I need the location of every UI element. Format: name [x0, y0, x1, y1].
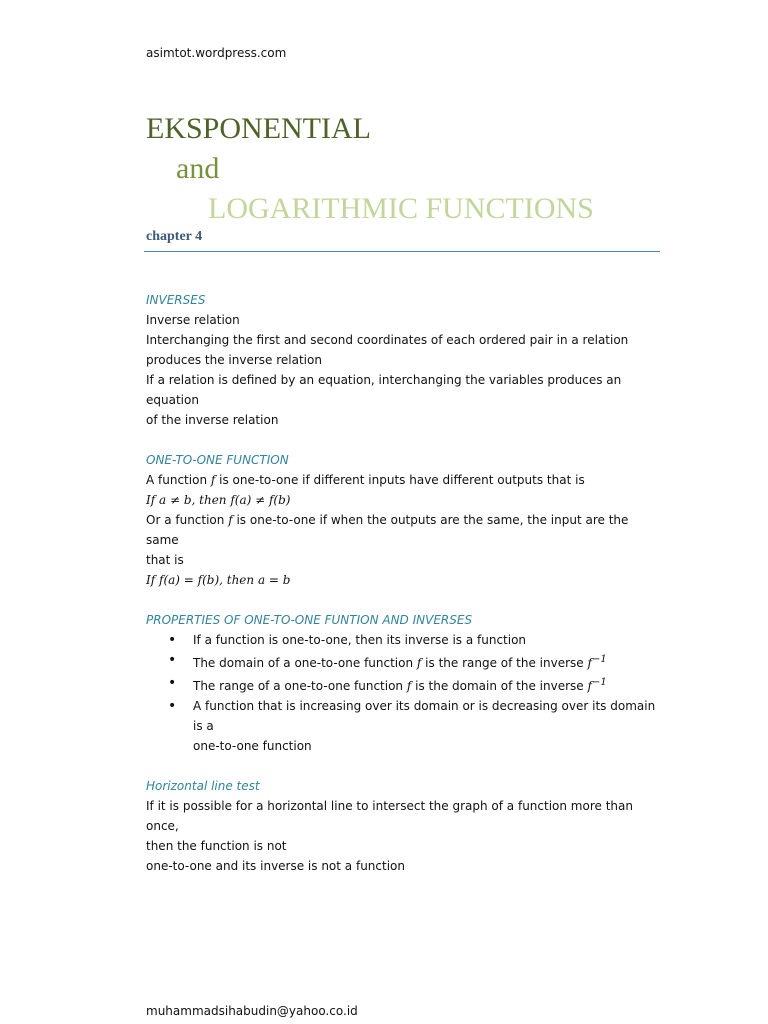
one-to-one-alt-definition: Or a function f is one-to-one if when the outputs are the same, the input are the same	[146, 513, 629, 547]
one-to-one-heading: ONE-TO-ONE FUNCTION	[146, 453, 289, 467]
inverses-line: produces the inverse relation	[146, 353, 322, 367]
inverses-line: Inverse relation	[146, 313, 240, 327]
header-url: asimtot.wordpress.com	[146, 46, 287, 60]
inverses-line: Interchanging the first and second coordinates of each ordered pair in a relation	[146, 333, 629, 347]
title-line-2: and	[176, 152, 220, 185]
bullet-icon: •	[168, 675, 177, 691]
one-to-one-formula-1: If a ≠ b, then f(a) ≠ f(b)	[146, 493, 291, 507]
inverses-line: of the inverse relation	[146, 413, 279, 427]
properties-heading: PROPERTIES OF ONE-TO-ONE FUNTION AND INVERSES	[146, 613, 473, 627]
chapter-label: chapter 4	[146, 229, 203, 244]
list-item: • If a function is one-to-one, then its inverse is a function	[168, 632, 527, 648]
horizontal-line-test-line: If it is possible for a horizontal line to intersect the graph of a function more than once,	[146, 799, 633, 833]
bullet-icon: •	[168, 698, 177, 714]
title-line-1: EKSPONENTIAL	[146, 112, 371, 145]
inverses-heading: INVERSES	[146, 293, 206, 307]
one-to-one-definition: A function f is one-to-one if different inputs have different outputs that is	[146, 473, 585, 487]
list-item: • The range of a one-to-one function f is the domain of the inverse $f^{-1}$	[168, 675, 607, 693]
bullet-icon: •	[168, 632, 177, 648]
horizontal-line-test-line: one-to-one and its inverse is not a function	[146, 859, 405, 873]
list-item: • The domain of a one-to-one function f is the range of the inverse $f^{-1}$	[168, 652, 607, 670]
one-to-one-formula-2: If f(a) = f(b), then a = b	[146, 573, 291, 587]
title-line-3: LOGARITHMIC FUNCTIONS	[208, 192, 594, 225]
footer-email: muhammadsihabudin@yahoo.co.id	[146, 1004, 358, 1018]
title-divider	[144, 251, 660, 252]
horizontal-line-test-heading: Horizontal line test	[146, 779, 260, 793]
document-body	[146, 290, 660, 876]
bullet-icon: •	[168, 652, 177, 668]
list-item: • A function that is increasing over its domain or is decreasing over its domain is a one-to-one function	[168, 698, 656, 753]
inverses-line: If a relation is defined by an equation, interchanging the variables produces an equation	[146, 373, 622, 407]
horizontal-line-test-line: then the function is not	[146, 839, 287, 853]
one-to-one-that-is: that is	[146, 553, 184, 567]
properties-list	[146, 630, 660, 756]
